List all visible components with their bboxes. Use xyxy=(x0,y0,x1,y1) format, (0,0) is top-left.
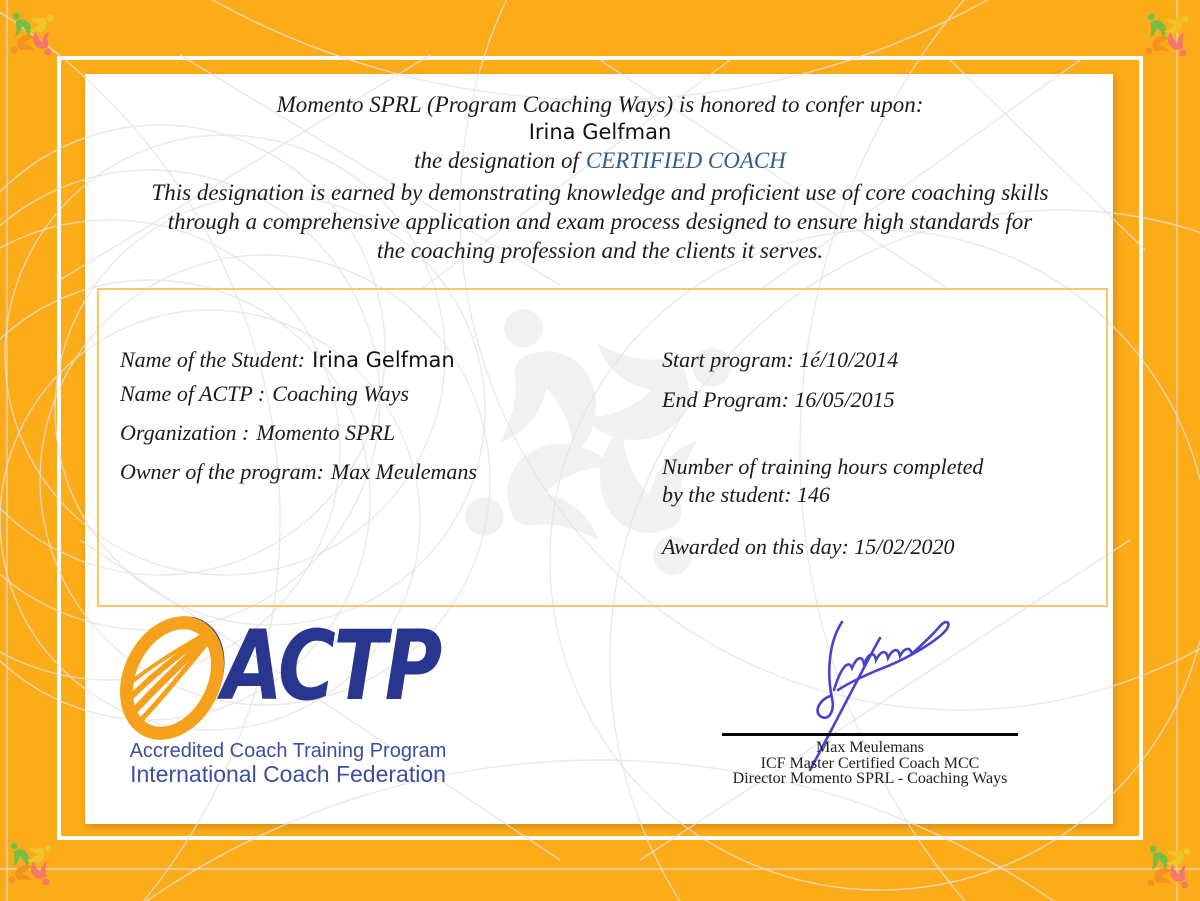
organization-row xyxy=(120,420,477,446)
actp-label: Name of ACTP : xyxy=(120,381,266,406)
people-ornament-bottom-right-icon xyxy=(1114,812,1200,901)
actp-value: Coaching Ways xyxy=(272,381,409,406)
training-hours-line-2: by the student: 146 xyxy=(662,482,831,507)
owner-label: Owner of the program: xyxy=(120,459,324,484)
description-line-2: through a comprehensive application and exam process designed to ensure high standards for xyxy=(167,209,1033,234)
owner-row xyxy=(120,459,477,485)
description-line-3: the coaching profession and the clients it serves. xyxy=(376,238,824,263)
details-left-column xyxy=(120,347,477,496)
signature-block xyxy=(700,740,1040,787)
start-program-row: Start program: 1é/10/2014 xyxy=(662,347,899,372)
signer-title: ICF Master Certified Coach MCC xyxy=(760,754,980,772)
actp-acronym: ACTP xyxy=(222,610,440,722)
description-line-1: This designation is earned by demonstrating knowledge and proficient use of core coaching skills xyxy=(151,180,1049,205)
people-ornament-bottom-left-icon xyxy=(0,809,85,901)
confer-line: Momento SPRL (Program Coaching Ways) is honored to confer upon: xyxy=(276,92,924,117)
designation-line xyxy=(95,146,1105,175)
organization-value: Momento SPRL xyxy=(256,420,396,445)
signature-rule xyxy=(722,733,1018,736)
actp-row xyxy=(120,381,477,407)
designation-prefix: the designation of xyxy=(414,148,579,173)
student-value: Irina Gelfman xyxy=(312,348,455,372)
training-hours-line-1: Number of training hours completed xyxy=(662,454,984,479)
training-hours-row xyxy=(662,453,983,509)
student-name-heading: Irina Gelfman xyxy=(528,120,672,144)
signer-name: Max Meulemans xyxy=(816,739,924,756)
organization-label: Organization : xyxy=(120,420,250,445)
owner-value: Max Meulemans xyxy=(330,459,477,484)
end-program-row: End Program: 16/05/2015 xyxy=(662,387,895,412)
people-ornament-top-right-icon xyxy=(1112,0,1200,90)
people-ornament-top-left-icon xyxy=(0,0,87,89)
designation-description xyxy=(95,178,1105,265)
federation-line: International Coach Federation xyxy=(130,761,446,787)
student-label: Name of the Student: xyxy=(120,347,306,372)
awarded-row: Awarded on this day: 15/02/2020 xyxy=(662,534,955,559)
signer-role: Director Momento SPRL - Coaching Ways xyxy=(732,770,1008,787)
details-right-column xyxy=(662,347,983,560)
student-row xyxy=(120,347,477,373)
certificate-header xyxy=(95,90,1105,265)
accreditation-text xyxy=(108,740,468,786)
accredited-program-line: Accredited Coach Training Program xyxy=(129,740,447,762)
designation-value: CERTIFIED COACH xyxy=(585,148,786,173)
